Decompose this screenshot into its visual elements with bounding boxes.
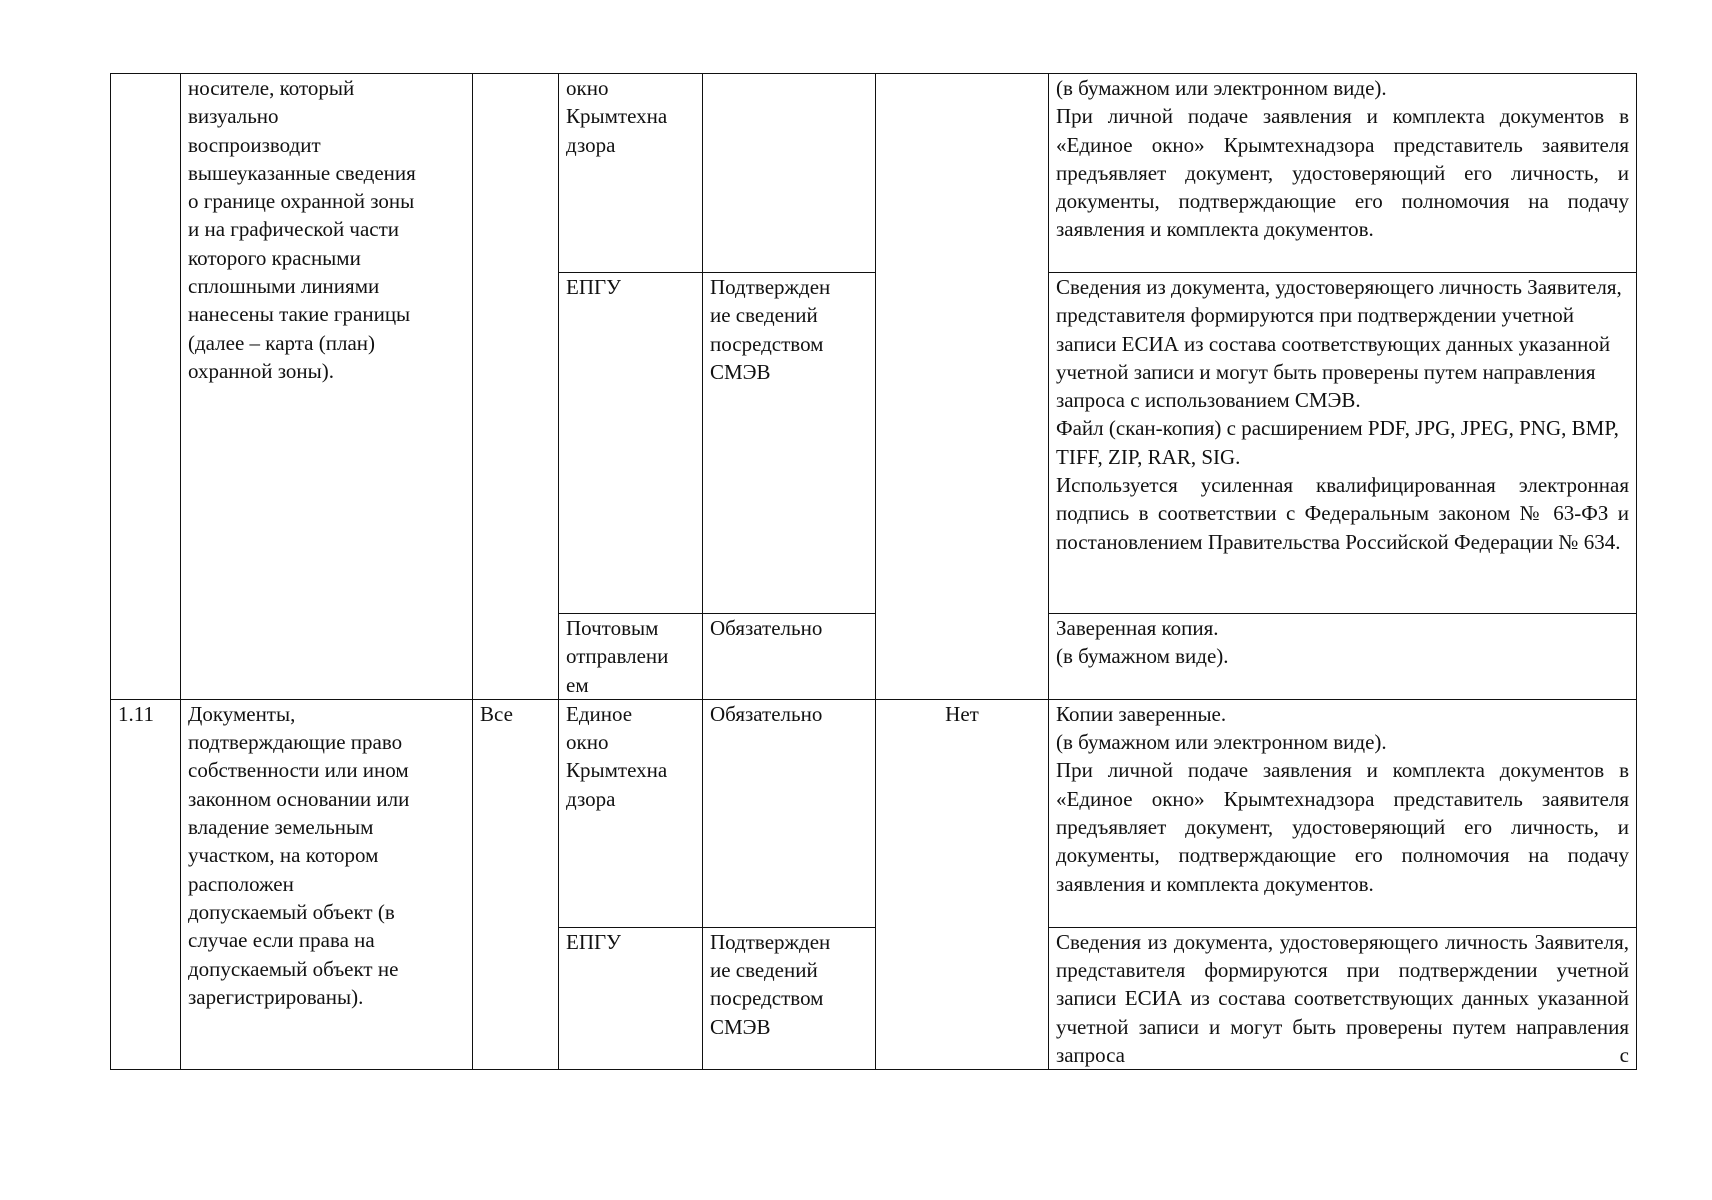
- table-row: [111, 699, 1637, 927]
- requirement-cell: [703, 74, 876, 273]
- details-cell: [1049, 699, 1637, 927]
- applicants-text: Все: [480, 701, 513, 726]
- details-paragraph: (в бумажном или электронном виде).: [1056, 76, 1387, 100]
- document-name-cell: [181, 699, 473, 1069]
- details-cell: [1049, 74, 1637, 273]
- document-name-cell: [181, 74, 473, 700]
- channel-text: окно Крымтехна дзора: [566, 76, 668, 157]
- channel-cell: [559, 273, 703, 614]
- details-paragraph: При личной подаче заявления и комплекта документов в «Единое окно» Крымтехнадзора представитель заявителя предъявляет документ, удостоверяющий его личность, и документы, подтверждающие его полномочия на подачу заявления и комплекта документов.: [1056, 104, 1629, 242]
- other-cell: [876, 699, 1049, 1069]
- channel-text: Почтовым отправлени ем: [566, 616, 669, 697]
- channel-cell: [559, 74, 703, 273]
- requirement-cell: [703, 699, 876, 927]
- row-number-cell: [111, 74, 181, 700]
- requirement-text: Подтвержден ие сведений посредством СМЭВ: [710, 929, 831, 1039]
- requirement-text: Обязательно: [710, 701, 823, 726]
- details-paragraph: Копии заверенные.: [1056, 701, 1227, 726]
- document-name-text: носителе, который визуально воспроизводит вышеуказанные сведения о границе охранной зоны и на графической части которого красными сплошными линиями нанесены такие границы (далее – карта (план) охранной зоны).: [188, 76, 416, 383]
- requirement-text: Подтвержден ие сведений посредством СМЭВ: [710, 275, 831, 384]
- requirement-cell: [703, 273, 876, 614]
- details-paragraph: Заверенная копия.: [1056, 616, 1219, 640]
- requirement-cell: [703, 614, 876, 700]
- details-cell: [1049, 927, 1637, 1069]
- channel-cell: [559, 927, 703, 1069]
- other-cell: [876, 74, 1049, 700]
- details-paragraph: Файл (скан-копия) с расширением PDF, JPG, JPEG, PNG, BMP, TIFF, ZIP, RAR, SIG.: [1056, 416, 1619, 469]
- channel-text: ЕПГУ: [566, 275, 622, 299]
- requirements-table: [110, 73, 1637, 1070]
- details-paragraph: При личной подаче заявления и комплекта документов в «Единое окно» Крымтехнадзора представитель заявителя предъявляет документ, удостоверяющий его личность, и документы, подтверждающие его полномочия на подачу заявления и комплекта документов.: [1056, 758, 1629, 896]
- details-paragraph: (в бумажном виде).: [1056, 644, 1229, 669]
- details-paragraph: Сведения из документа, удостоверяющего личность Заявителя, представителя формируются при подтверждении учетной записи ЕСИА из состава соответствующих данных указанной учетной записи и могут быть проверены путем направления запроса с: [1056, 929, 1629, 1068]
- applicants-cell: [473, 699, 559, 1069]
- details-paragraph: Используется усиленная квалифицированная электронная подпись в соответствии с Федеральным законом № 63-ФЗ и постановлением Правительства Российской Федерации № 634.: [1056, 473, 1629, 554]
- applicants-cell: [473, 74, 559, 700]
- channel-cell: [559, 614, 703, 700]
- requirement-cell: [703, 927, 876, 1069]
- details-paragraph: (в бумажном или электронном виде).: [1056, 730, 1387, 755]
- requirement-text: Обязательно: [710, 616, 823, 640]
- channel-cell: [559, 699, 703, 927]
- channel-text: ЕПГУ: [566, 929, 622, 954]
- row-number: 1.11: [118, 701, 154, 726]
- table-row: [111, 74, 1637, 273]
- row-number-cell: [111, 699, 181, 1069]
- details-cell: [1049, 614, 1637, 700]
- document-name-text: Документы, подтверждающие право собственности или ином законном основании или владение земельным участком, на котором расположен допускаемый объект (в случае если права на допускаемый объект не зарегистрированы).: [188, 701, 410, 1009]
- channel-text: Единое окно Крымтехна дзора: [566, 701, 668, 811]
- details-paragraph: Сведения из документа, удостоверяющего личность Заявителя, представителя формируются при подтверждении учетной записи ЕСИА из состава соответствующих данных указанной учетной записи и могут быть проверены путем направления запроса с использованием СМЭВ.: [1056, 275, 1622, 413]
- other-text: Нет: [945, 701, 979, 726]
- details-cell: [1049, 273, 1637, 614]
